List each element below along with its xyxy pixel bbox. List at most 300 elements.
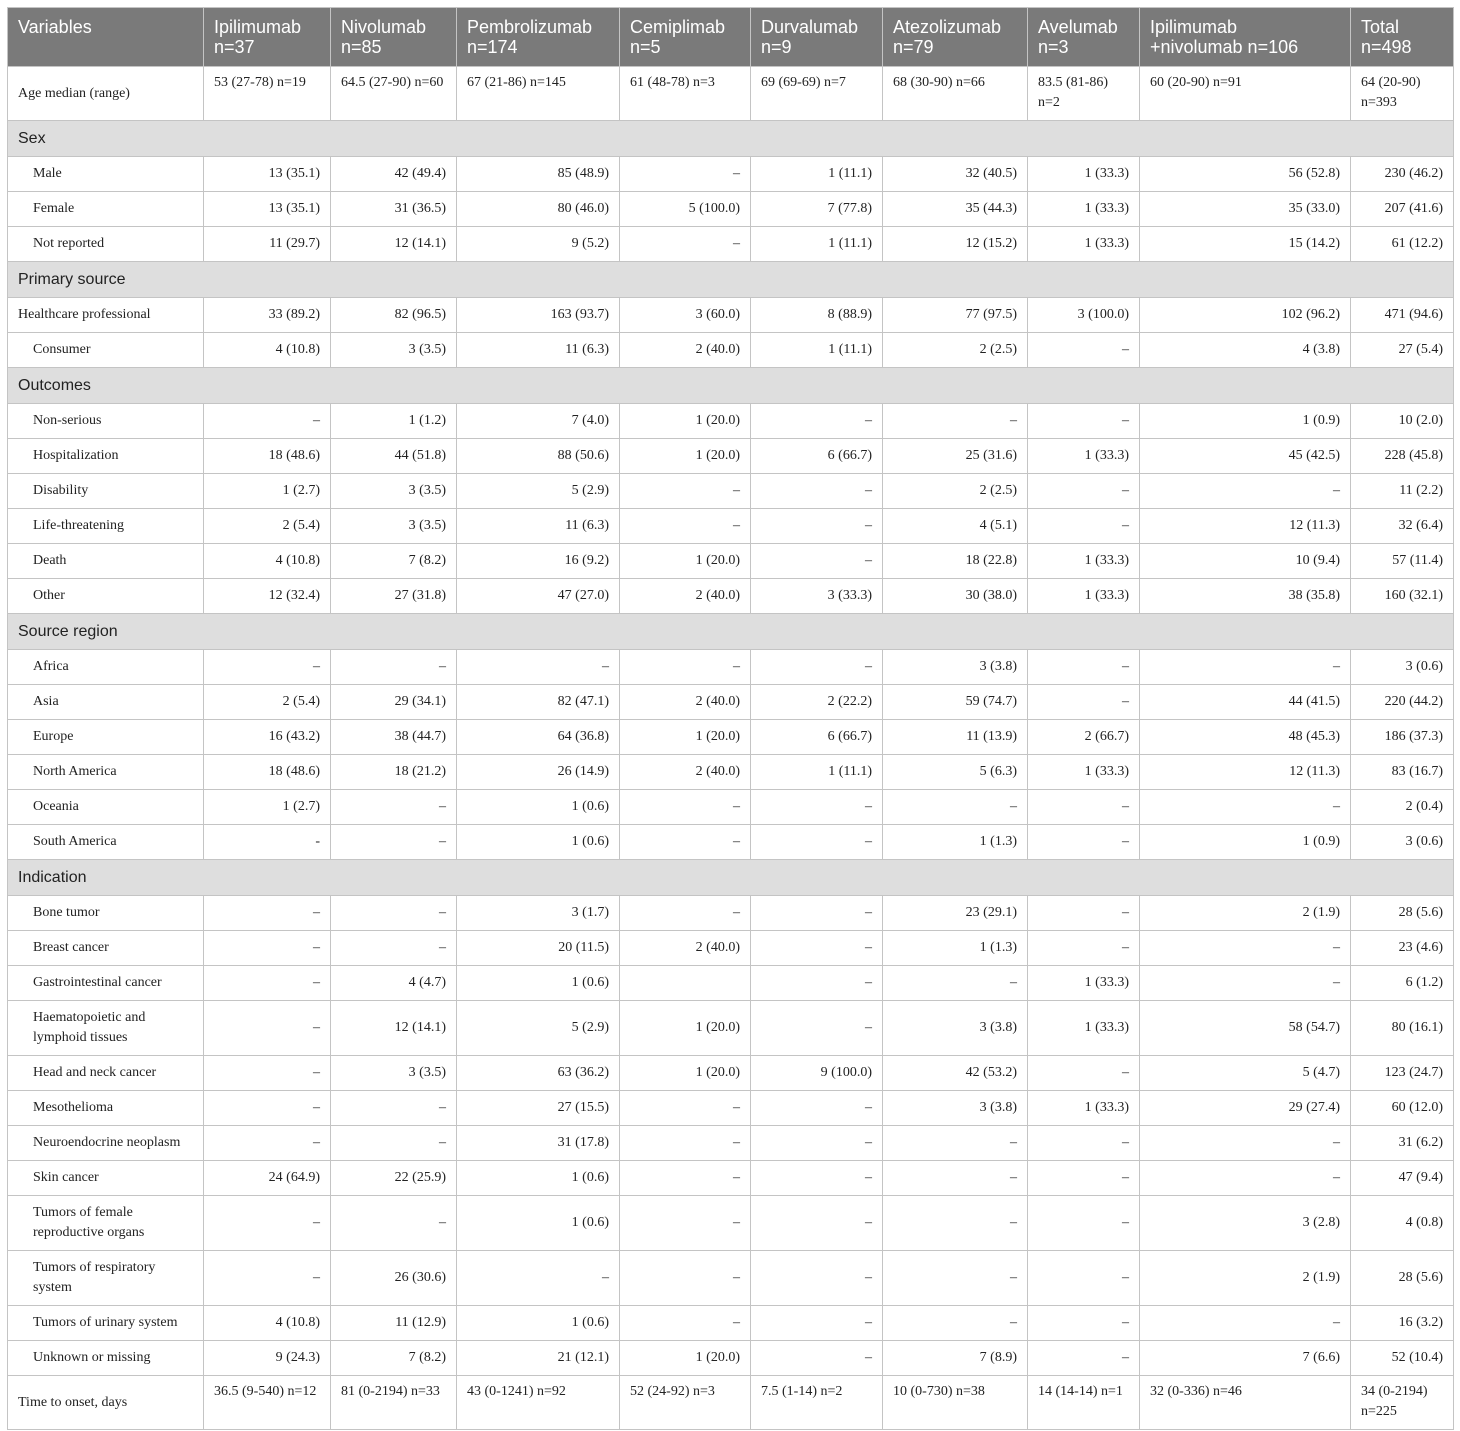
table-cell: 5 (2.9) (457, 474, 620, 509)
table-cell: 2 (5.4) (204, 509, 331, 544)
row-label: Tumors of urinary system (8, 1306, 204, 1341)
column-header (457, 8, 620, 67)
table-cell: – (1140, 1126, 1351, 1161)
row-label: Mesothelioma (8, 1091, 204, 1126)
row-label: Not reported (8, 227, 204, 262)
adverse-event-table (7, 7, 1454, 1430)
row-label: Disability (8, 474, 204, 509)
table-cell: – (620, 509, 751, 544)
table-cell: 83.5 (81-86) n=2 (1028, 67, 1140, 121)
table-cell: 10 (2.0) (1351, 404, 1454, 439)
table-cell: 3 (3.5) (331, 333, 457, 368)
table-cell: 42 (49.4) (331, 157, 457, 192)
table-cell: 64 (20-90) n=393 (1351, 67, 1454, 121)
table-cell: 14 (14-14) n=1 (1028, 1376, 1140, 1430)
table-cell: – (331, 896, 457, 931)
column-header-line2: +nivolumab n=106 (1150, 37, 1299, 57)
table-cell: – (1140, 650, 1351, 685)
table-cell: 9 (5.2) (457, 227, 620, 262)
table-cell: 18 (22.8) (883, 544, 1028, 579)
table-cell: 7 (4.0) (457, 404, 620, 439)
table-row (8, 227, 1454, 262)
table-cell: 58 (54.7) (1140, 1001, 1351, 1056)
table-cell: – (751, 474, 883, 509)
table-cell: 228 (45.8) (1351, 439, 1454, 474)
table-cell: 1 (0.6) (457, 1161, 620, 1196)
table-cell: 4 (4.7) (331, 966, 457, 1001)
table-cell: 2 (40.0) (620, 333, 751, 368)
table-cell: 57 (11.4) (1351, 544, 1454, 579)
table-cell: 44 (51.8) (331, 439, 457, 474)
table-cell: 1 (0.6) (457, 1306, 620, 1341)
column-header (1351, 8, 1454, 67)
table-cell: – (751, 1196, 883, 1251)
column-header-line1: Ipilimumab (1150, 17, 1238, 37)
table-cell: – (1028, 1056, 1140, 1091)
table-cell: 56 (52.8) (1140, 157, 1351, 192)
table-cell: 163 (93.7) (457, 298, 620, 333)
table-cell: 471 (94.6) (1351, 298, 1454, 333)
table-cell: 3 (2.8) (1140, 1196, 1351, 1251)
table-row (8, 825, 1454, 860)
table-cell: – (204, 1126, 331, 1161)
table-cell: 9 (100.0) (751, 1056, 883, 1091)
table-cell: 1 (33.3) (1028, 157, 1140, 192)
table-cell: 28 (5.6) (1351, 1251, 1454, 1306)
table-cell: 11 (2.2) (1351, 474, 1454, 509)
table-row (8, 1306, 1454, 1341)
table-row (8, 650, 1454, 685)
table-cell: 16 (3.2) (1351, 1306, 1454, 1341)
column-header-line2: n=498 (1361, 37, 1412, 57)
table-cell: 21 (12.1) (457, 1341, 620, 1376)
row-label: Male (8, 157, 204, 192)
table-cell: 3 (3.5) (331, 1056, 457, 1091)
table-cell: – (751, 1306, 883, 1341)
table-cell: – (331, 1196, 457, 1251)
table-cell: – (883, 1196, 1028, 1251)
table-cell: – (751, 1126, 883, 1161)
row-label: Consumer (8, 333, 204, 368)
column-header-line1: Nivolumab (341, 17, 427, 37)
column-header-line2: n=3 (1038, 37, 1069, 57)
table-cell: 38 (35.8) (1140, 579, 1351, 614)
table-cell: – (1028, 1126, 1140, 1161)
table-cell: 186 (37.3) (1351, 720, 1454, 755)
table-cell: 12 (14.1) (331, 227, 457, 262)
table-header (8, 8, 1454, 67)
table-cell: – (620, 1091, 751, 1126)
table-cell: – (457, 1251, 620, 1306)
table-cell: – (1028, 790, 1140, 825)
table-cell: – (331, 1091, 457, 1126)
row-label: Hospitalization (8, 439, 204, 474)
table-row (8, 790, 1454, 825)
table-row (8, 67, 1454, 121)
section-title: Source region (8, 614, 1454, 650)
table-cell: 230 (46.2) (1351, 157, 1454, 192)
table-cell: 1 (2.7) (204, 790, 331, 825)
table-cell: 6 (1.2) (1351, 966, 1454, 1001)
table-cell: – (204, 966, 331, 1001)
row-label: Female (8, 192, 204, 227)
table-cell: – (883, 1126, 1028, 1161)
column-header (204, 8, 331, 67)
table-cell: 42 (53.2) (883, 1056, 1028, 1091)
table-cell: 29 (27.4) (1140, 1091, 1351, 1126)
table-row (8, 333, 1454, 368)
table-cell: 26 (14.9) (457, 755, 620, 790)
table-cell: – (751, 896, 883, 931)
table-cell: 64.5 (27-90) n=60 (331, 67, 457, 121)
table-row (8, 157, 1454, 192)
table-cell: 2 (1.9) (1140, 896, 1351, 931)
table-cell: 6 (66.7) (751, 720, 883, 755)
table-cell: 1 (20.0) (620, 544, 751, 579)
table-cell: 220 (44.2) (1351, 685, 1454, 720)
table-cell: 3 (1.7) (457, 896, 620, 931)
table-cell: 4 (10.8) (204, 333, 331, 368)
table-cell: 35 (33.0) (1140, 192, 1351, 227)
table-cell: 1 (20.0) (620, 439, 751, 474)
table-cell: 52 (24-92) n=3 (620, 1376, 751, 1430)
table-cell: 1 (20.0) (620, 404, 751, 439)
table-cell: – (883, 790, 1028, 825)
table-cell: – (331, 825, 457, 860)
table-cell: – (620, 474, 751, 509)
table-cell: 67 (21-86) n=145 (457, 67, 620, 121)
table-cell: – (751, 966, 883, 1001)
row-label: Asia (8, 685, 204, 720)
table-row (8, 1251, 1454, 1306)
column-header-line1: Total (1361, 17, 1400, 37)
table-cell: – (751, 790, 883, 825)
table-cell: – (1028, 650, 1140, 685)
table-cell: 24 (64.9) (204, 1161, 331, 1196)
row-label: Haematopoietic and lymphoid tissues (8, 1001, 204, 1056)
table-cell: 7.5 (1-14) n=2 (751, 1376, 883, 1430)
table-cell: 1 (0.6) (457, 825, 620, 860)
table-cell: – (751, 1341, 883, 1376)
table-cell: 12 (11.3) (1140, 755, 1351, 790)
table-cell: 29 (34.1) (331, 685, 457, 720)
table-cell: – (457, 650, 620, 685)
table-cell: 2 (40.0) (620, 579, 751, 614)
row-label: Europe (8, 720, 204, 755)
table-row (8, 1001, 1454, 1056)
table-cell: 1 (33.3) (1028, 579, 1140, 614)
table-cell: – (620, 157, 751, 192)
column-header-line2: n=79 (893, 37, 934, 57)
table-cell: – (204, 1001, 331, 1056)
table-cell: – (1140, 966, 1351, 1001)
table-cell: 13 (35.1) (204, 192, 331, 227)
table-cell: 20 (11.5) (457, 931, 620, 966)
table-cell: – (1028, 896, 1140, 931)
table-cell: 2 (40.0) (620, 755, 751, 790)
table-cell: 2 (1.9) (1140, 1251, 1351, 1306)
table-cell: 52 (10.4) (1351, 1341, 1454, 1376)
table-cell: – (204, 404, 331, 439)
section-header-row (8, 262, 1454, 298)
table-row (8, 1376, 1454, 1430)
table-cell: 32 (0-336) n=46 (1140, 1376, 1351, 1430)
table-row (8, 579, 1454, 614)
table-cell: 23 (29.1) (883, 896, 1028, 931)
table-cell: 2 (2.5) (883, 474, 1028, 509)
table-cell: – (620, 1306, 751, 1341)
table-row (8, 755, 1454, 790)
table-cell: 63 (36.2) (457, 1056, 620, 1091)
table-cell: – (1028, 404, 1140, 439)
table-cell: 33 (89.2) (204, 298, 331, 333)
table-row (8, 1341, 1454, 1376)
table-cell: 5 (2.9) (457, 1001, 620, 1056)
table-cell: – (620, 790, 751, 825)
table-cell: – (1140, 1161, 1351, 1196)
table-cell: – (883, 1251, 1028, 1306)
table-cell: 61 (48-78) n=3 (620, 67, 751, 121)
table-cell: 11 (6.3) (457, 509, 620, 544)
table-cell: 4 (10.8) (204, 1306, 331, 1341)
column-header (1028, 8, 1140, 67)
table-cell: 26 (30.6) (331, 1251, 457, 1306)
table-row (8, 720, 1454, 755)
section-title: Primary source (8, 262, 1454, 298)
table-cell: 4 (10.8) (204, 544, 331, 579)
table-cell: 8 (88.9) (751, 298, 883, 333)
table-row (8, 1056, 1454, 1091)
row-label: Age median (range) (8, 67, 204, 121)
table-cell: – (204, 1056, 331, 1091)
section-header-row (8, 614, 1454, 650)
row-label: Non-serious (8, 404, 204, 439)
section-header-row (8, 368, 1454, 404)
table-cell: 12 (11.3) (1140, 509, 1351, 544)
table-cell: – (620, 1126, 751, 1161)
table-cell: 11 (29.7) (204, 227, 331, 262)
table-cell: – (1028, 1251, 1140, 1306)
section-header-row (8, 121, 1454, 157)
table-cell: 11 (6.3) (457, 333, 620, 368)
table-cell: – (751, 1001, 883, 1056)
table-cell: 36.5 (9-540) n=12 (204, 1376, 331, 1430)
table-cell: 3 (3.5) (331, 474, 457, 509)
table-cell: – (751, 1251, 883, 1306)
table-cell: – (751, 404, 883, 439)
table-cell: – (1140, 931, 1351, 966)
table-row (8, 1196, 1454, 1251)
table-cell: 77 (97.5) (883, 298, 1028, 333)
table-cell: 1 (0.9) (1140, 825, 1351, 860)
table-cell: 81 (0-2194) n=33 (331, 1376, 457, 1430)
table-cell: 7 (6.6) (1140, 1341, 1351, 1376)
table-cell: 61 (12.2) (1351, 227, 1454, 262)
table-cell: 23 (4.6) (1351, 931, 1454, 966)
table-cell: – (620, 1251, 751, 1306)
table-cell: 48 (45.3) (1140, 720, 1351, 755)
table-cell: 2 (40.0) (620, 931, 751, 966)
table-cell: 88 (50.6) (457, 439, 620, 474)
table-cell: 123 (24.7) (1351, 1056, 1454, 1091)
column-header-line2: n=85 (341, 37, 382, 57)
table-cell: – (331, 650, 457, 685)
table-cell: 4 (0.8) (1351, 1196, 1454, 1251)
column-header-line1: Avelumab (1038, 17, 1118, 37)
table-cell: – (883, 1306, 1028, 1341)
table-cell: 38 (44.7) (331, 720, 457, 755)
row-label: Life-threatening (8, 509, 204, 544)
table-cell: 32 (40.5) (883, 157, 1028, 192)
table-cell: 18 (21.2) (331, 755, 457, 790)
row-label: Tumors of respiratory system (8, 1251, 204, 1306)
table-cell: – (1028, 685, 1140, 720)
table-cell: – (620, 1161, 751, 1196)
column-header-line1: Ipilimumab (214, 17, 302, 37)
table-cell: 207 (41.6) (1351, 192, 1454, 227)
table-cell: 1 (0.9) (1140, 404, 1351, 439)
table-cell: 27 (15.5) (457, 1091, 620, 1126)
table-cell: 31 (6.2) (1351, 1126, 1454, 1161)
table-cell: 5 (6.3) (883, 755, 1028, 790)
table-cell: 1 (20.0) (620, 1001, 751, 1056)
table-cell: 35 (44.3) (883, 192, 1028, 227)
table-cell: – (1028, 333, 1140, 368)
table-cell: 3 (3.8) (883, 1091, 1028, 1126)
row-label: Bone tumor (8, 896, 204, 931)
column-header (1140, 8, 1351, 67)
table-cell: – (1028, 509, 1140, 544)
column-header-line1: Atezolizumab (893, 17, 1002, 37)
column-header (8, 8, 204, 67)
table-cell: 12 (14.1) (331, 1001, 457, 1056)
table-cell: 31 (36.5) (331, 192, 457, 227)
table-cell: – (883, 404, 1028, 439)
table-cell: 1 (1.2) (331, 404, 457, 439)
table-cell: – (204, 1091, 331, 1126)
table-cell: 27 (5.4) (1351, 333, 1454, 368)
table-cell: – (331, 790, 457, 825)
table-cell: – (1028, 825, 1140, 860)
table-cell: 1 (1.3) (883, 825, 1028, 860)
table-cell: 1 (33.3) (1028, 1001, 1140, 1056)
table-cell: 82 (96.5) (331, 298, 457, 333)
table-cell: 80 (46.0) (457, 192, 620, 227)
table-cell: – (620, 650, 751, 685)
table-cell: 47 (9.4) (1351, 1161, 1454, 1196)
table-cell: 1 (1.3) (883, 931, 1028, 966)
table-cell: – (204, 1196, 331, 1251)
row-label: Breast cancer (8, 931, 204, 966)
table-cell: – (620, 227, 751, 262)
table-cell: – (751, 1161, 883, 1196)
table-cell: 2 (66.7) (1028, 720, 1140, 755)
table-cell: – (1140, 1306, 1351, 1341)
table-cell: 6 (66.7) (751, 439, 883, 474)
table-cell: 1 (11.1) (751, 227, 883, 262)
table-cell: 31 (17.8) (457, 1126, 620, 1161)
table-cell: 1 (20.0) (620, 1056, 751, 1091)
table-cell: – (751, 650, 883, 685)
table-cell: 60 (20-90) n=91 (1140, 67, 1351, 121)
table-row (8, 509, 1454, 544)
table-cell: 1 (20.0) (620, 720, 751, 755)
table-cell: 11 (12.9) (331, 1306, 457, 1341)
row-label: Tumors of female reproductive organs (8, 1196, 204, 1251)
table-cell: 7 (77.8) (751, 192, 883, 227)
table-cell: 45 (42.5) (1140, 439, 1351, 474)
table-cell: 7 (8.2) (331, 544, 457, 579)
table-cell: – (620, 825, 751, 860)
table-cell: 47 (27.0) (457, 579, 620, 614)
table-cell: – (1140, 474, 1351, 509)
table-row (8, 192, 1454, 227)
row-label: Time to onset, days (8, 1376, 204, 1430)
table-cell: 4 (3.8) (1140, 333, 1351, 368)
table-cell: 2 (40.0) (620, 685, 751, 720)
table-cell: 3 (3.8) (883, 1001, 1028, 1056)
table-cell: 10 (0-730) n=38 (883, 1376, 1028, 1430)
table-cell: 25 (31.6) (883, 439, 1028, 474)
table-row (8, 298, 1454, 333)
table-cell: – (204, 931, 331, 966)
column-header-line1: Variables (18, 17, 92, 37)
table-cell: - (204, 825, 331, 860)
column-header-line1: Cemiplimab (630, 17, 726, 37)
table-cell: – (751, 931, 883, 966)
table-cell: 83 (16.7) (1351, 755, 1454, 790)
table-cell: 30 (38.0) (883, 579, 1028, 614)
column-header (620, 8, 751, 67)
table-cell: – (1140, 790, 1351, 825)
table-cell: 68 (30-90) n=66 (883, 67, 1028, 121)
table-cell: 5 (100.0) (620, 192, 751, 227)
table-cell: – (751, 544, 883, 579)
table-cell: 1 (0.6) (457, 966, 620, 1001)
table-cell: 80 (16.1) (1351, 1001, 1454, 1056)
table-cell: 44 (41.5) (1140, 685, 1351, 720)
table-cell: – (1028, 1196, 1140, 1251)
column-header-line2: n=174 (467, 37, 518, 57)
table-cell: 2 (5.4) (204, 685, 331, 720)
table-cell: 22 (25.9) (331, 1161, 457, 1196)
section-header-row (8, 860, 1454, 896)
column-header-line2: n=9 (761, 37, 792, 57)
table-cell: 60 (12.0) (1351, 1091, 1454, 1126)
table-cell: 3 (3.8) (883, 650, 1028, 685)
table-cell: 2 (0.4) (1351, 790, 1454, 825)
table-row (8, 896, 1454, 931)
table-cell: 11 (13.9) (883, 720, 1028, 755)
table-cell: 160 (32.1) (1351, 579, 1454, 614)
section-title: Indication (8, 860, 1454, 896)
table-cell: 15 (14.2) (1140, 227, 1351, 262)
table-row (8, 404, 1454, 439)
table-cell: 3 (0.6) (1351, 650, 1454, 685)
row-label: Africa (8, 650, 204, 685)
table-cell: 3 (0.6) (1351, 825, 1454, 860)
table-cell: – (1028, 1161, 1140, 1196)
data-table-container (7, 7, 1453, 1430)
table-cell: 9 (24.3) (204, 1341, 331, 1376)
table-cell: 1 (11.1) (751, 157, 883, 192)
table-row (8, 1161, 1454, 1196)
section-title: Sex (8, 121, 1454, 157)
row-label: North America (8, 755, 204, 790)
table-cell: – (331, 931, 457, 966)
table-cell: 1 (0.6) (457, 790, 620, 825)
table-cell: 34 (0-2194) n=225 (1351, 1376, 1454, 1430)
